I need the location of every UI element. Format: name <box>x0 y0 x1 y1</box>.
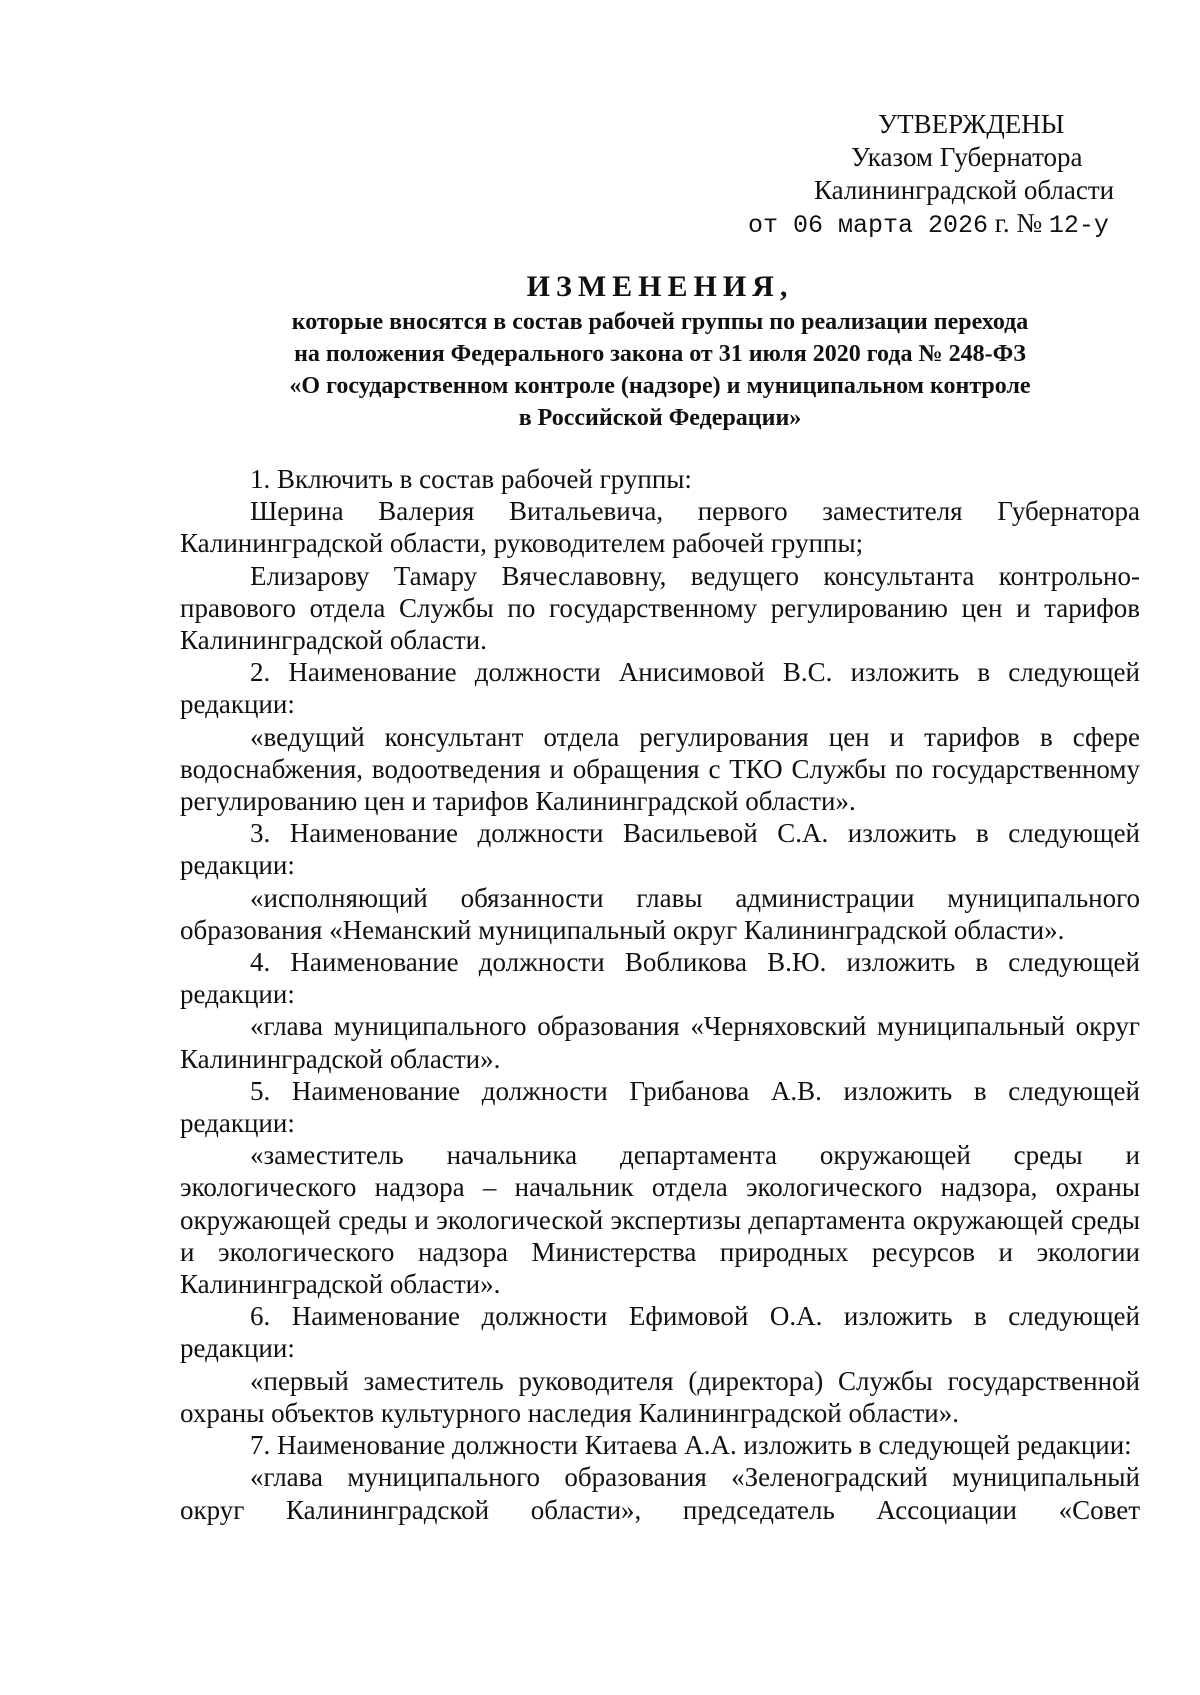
item-4-text: «глава муниципального образования «Черняховский муниципальный округ Калининградской области». <box>180 1011 1140 1074</box>
approval-region: Калининградской области <box>814 175 1115 205</box>
item-3: 3. Наименование должности Васильевой С.А. изложить в следующей редакции: <box>180 818 1140 881</box>
approval-number: 12-у <box>1048 211 1109 240</box>
approval-number-label: г. № <box>988 208 1049 238</box>
approval-date-line <box>720 207 1140 242</box>
item-7-text: «глава муниципального образования «Зеленоградский муниципальный округ Калининградской области», председатель Ассоциации «Совет <box>180 1462 1140 1525</box>
item-6: 6. Наименование должности Ефимовой О.А. изложить в следующей редакции: <box>180 1301 1140 1364</box>
approval-title: УТВЕРЖДЕНЫ <box>878 109 1065 139</box>
item-7: 7. Наименование должности Китаева А.А. изложить в следующей редакции: <box>250 1430 1132 1461</box>
item-6-text: «первый заместитель руководителя (директора) Службы государственной охраны объектов культурного наследия Калининградской области». <box>180 1365 1140 1428</box>
item-1-member-elizarova: Елизарову Тамару Вячеславовну, ведущего консультанта контрольно-правового отдела Службы по государственному регулированию цен и тарифов Калининградской области. <box>180 560 1140 656</box>
item-5-text: «заместитель начальника департамента окружающей среды и экологического надзора – начальник отдела экологического надзора, охраны окружающей среды и экологической экспертизы департамента окружающей среды и экологического надзора Министерства природных ресурсов и экологии Калининградской области». <box>180 1140 1140 1300</box>
approval-date: от 06 марта 2026 <box>748 211 989 240</box>
item-1-member-sherin: Шерина Валерия Витальевича, первого заместителя Губернатора Калининградской области, руководителем рабочей группы; <box>180 496 1140 559</box>
heading-title: ИЗМЕНЕНИЯ, <box>526 270 794 303</box>
item-2-text: «ведущий консультант отдела регулирования цен и тарифов в сфере водоснабжения, водоотведения и обращения с ТКО Службы по государственному регулированию цен и тарифов Калининградской области». <box>180 721 1140 817</box>
document-body <box>180 463 1140 1526</box>
document-heading <box>180 268 1140 434</box>
item-5: 5. Наименование должности Грибанова А.В. изложить в следующей редакции: <box>180 1075 1140 1139</box>
heading-line-3: «О государственном контроле (надзоре) и муниципальном контроле <box>289 373 1031 399</box>
item-3-text: «исполняющий обязанности главы администрации муниципального образования «Неманский муниципальный округ Калининградской области». <box>180 882 1140 945</box>
heading-line-1: которые вносятся в состав рабочей группы по реализации перехода <box>291 309 1029 335</box>
approval-block <box>720 108 1140 242</box>
item-2: 2. Наименование должности Анисимовой В.С. изложить в следующей редакции: <box>180 657 1140 720</box>
heading-line-4: в Российской Федерации» <box>518 405 802 431</box>
item-4: 4. Наименование должности Вобликова В.Ю. изложить в следующей редакции: <box>180 947 1140 1010</box>
approval-authority: Указом Губернатора <box>851 142 1083 172</box>
heading-line-2: на положения Федерального закона от 31 июля 2020 года № 248-ФЗ <box>294 341 1026 367</box>
item-1: 1. Включить в состав рабочей группы: <box>250 464 692 494</box>
